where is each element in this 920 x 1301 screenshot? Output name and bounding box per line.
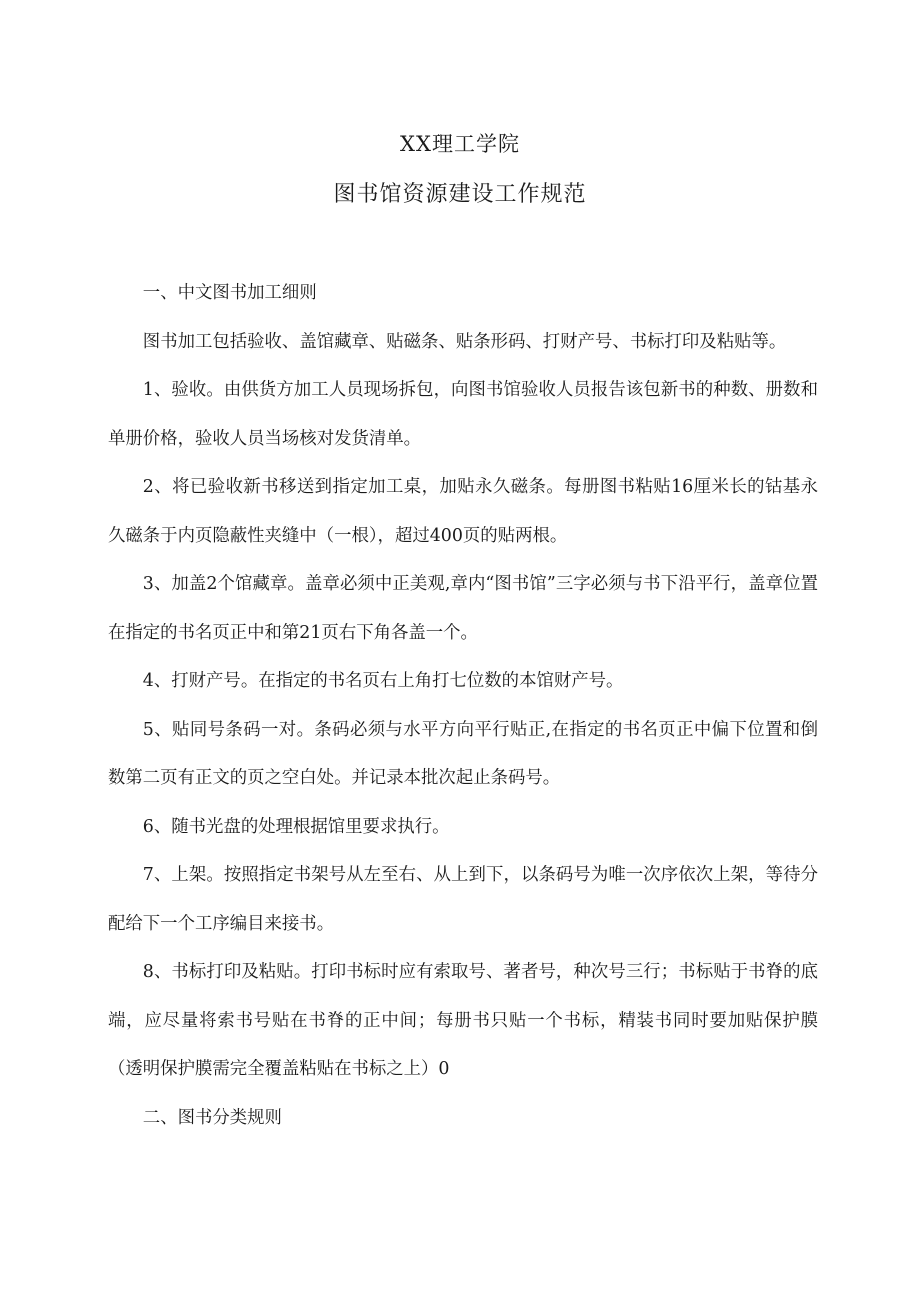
paragraph-item-8: 8、书标打印及粘贴。打印书标时应有索取号、著者号，种次号三行；书标贴于书脊的底端，应尽量将索书号贴在书脊的正中间；每册书只贴一个书标，精装书同时要加贴保护膜（透明保护膜需完全覆盖粘贴在书标之上）0 [108,962,818,1079]
document-body [108,269,818,1142]
paragraph-item-4: 4、打财产号。在指定的书名页右上角打七位数的本馆财产号。 [142,671,624,691]
paragraph-item-1: 1、验收。由供货方加工人员现场拆包，向图书馆验收人员报告该包新书的种数、册数和单册价格，验收人员当场核对发货清单。 [108,380,818,449]
paragraph-item-3: 3、加盖2个馆藏章。盖章必须中正美观,章内“图书馆”三字必须与书下沿平行，盖章位置在指定的书名页正中和第21页右下角各盖一个。 [108,574,818,643]
section-heading-2: 二、图书分类规则 [142,1107,282,1128]
paragraph-item-6: 6、随书光盘的处理根据馆里要求执行。 [142,816,450,837]
document-title: 图书馆资源建设工作规范 [333,182,587,207]
paragraph-item-5: 5、贴同号条码一对。条码必须与水平方向平行贴正,在指定的书名页正中偏下位置和倒数第二页有正文的页之空白处。并记录本批次起止条码号。 [108,719,818,788]
paragraph-intro: 图书加工包括验收、盖馆藏章、贴磁条、贴条形码、打财产号、书标打印及粘贴等。 [142,331,787,352]
document-title-institution: XX理工学院 [400,132,520,156]
section-heading-1: 一、中文图书加工细则 [142,283,317,303]
paragraph-item-2: 2、将已验收新书移送到指定加工桌，加贴永久磁条。每册图书粘贴16厘米长的钴基永久磁条于内页隐蔽性夹缝中（一根），超过400页的贴两根。 [108,477,818,546]
paragraph-item-7: 7、上架。按照指定书架号从左至右、从上到下，以条码号为唯一次序依次上架，等待分配给下一个工序编目来接书。 [108,865,818,934]
